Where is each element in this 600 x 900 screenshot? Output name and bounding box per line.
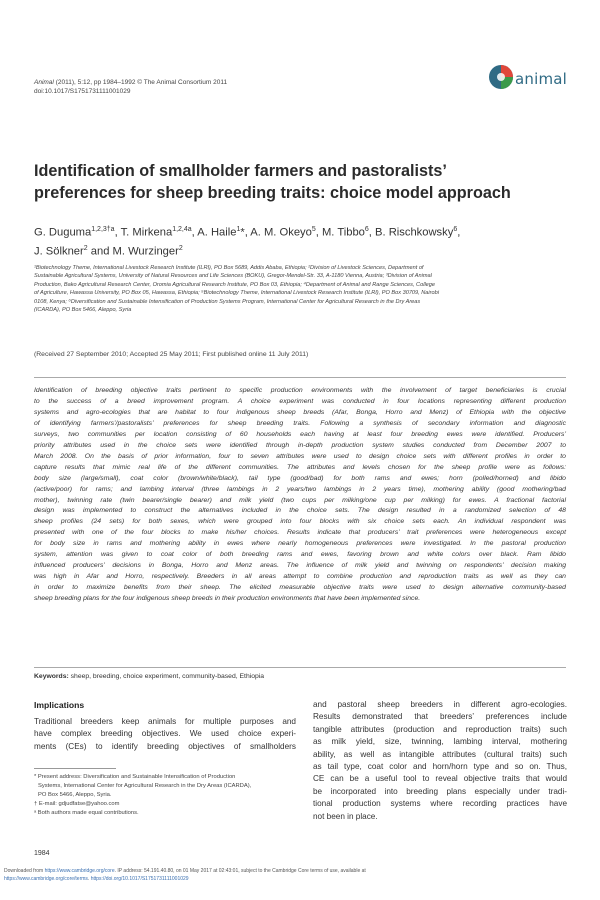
footnote-line: Systems, International Center for Agricultural Research in the Dry Areas (ICARDA), (38, 783, 252, 789)
implications-line: Traditional breeders keep animals for multiple purposes and (34, 717, 296, 726)
keywords-label: Keywords: (34, 673, 69, 680)
author-name: G. Duguma (34, 226, 92, 239)
implications-line: tangible attributes (production and reproduction traits) such (313, 724, 567, 734)
implications-line: not been in place. (313, 811, 378, 821)
author-name: and M. Wurzinger (87, 245, 179, 258)
received-dates: (Received 27 September 2010; Accepted 25 May 2011; First published online 11 July 2011) (34, 351, 309, 358)
abstract-line: priority attributes used in the choice sets were identified through in-depth production system studies conducted from December 2007 to (34, 441, 566, 449)
author-affiliation-marker: 6 (364, 226, 369, 233)
author-name: , M. Tibbo (315, 226, 365, 239)
implications-line: ments (CEs) to identify breeding objectives of smallholders (34, 741, 296, 751)
author-affiliation-marker: 6 (453, 226, 458, 233)
keywords-text: sheep, breeding, choice experiment, community-based, Ethiopia (70, 673, 265, 680)
journal-citation (34, 78, 227, 96)
abstract-line: in order to maximize benefits from their sheep. The elicited measurable objective traits were used to design alternative community-based (34, 584, 566, 592)
footnote-rule (34, 768, 116, 769)
abstract-top-rule (34, 377, 566, 378)
abstract (34, 386, 566, 605)
author-affiliation-marker: 2 (178, 244, 183, 252)
download-text: Downloaded from (4, 868, 45, 874)
keywords (34, 673, 264, 680)
abstract-line: mother), twinning rate (twin bearer/single bearer) and milk yield (two cups per milking/one cup per milking) for ewes. A fractional factorial (34, 496, 566, 504)
affiliation-line: ¹Biotechnology Theme, International Livestock Research Institute (ILRI), PO Box 5689, Addis Ababa, Ethiopia; ²Division of Livestock Sciences, Department of (34, 265, 424, 271)
footnote-line: PO Box 5466, Aleppo, Syria. (38, 792, 112, 798)
journal-logo-icon (488, 64, 514, 90)
abstract-line: was high in Afar and Horro, respectively. Breeders in all areas attempt to combine production and reproduction traits as well as they can (34, 573, 566, 581)
author-affiliation-marker: 1,2,4a (172, 226, 192, 233)
abstract-line: of identifying farmers’/pastoralists’ preferences for sheep breeding traits. Following a synthesis of secondary information and diagnostic (34, 419, 566, 427)
abstract-line: sheep breeding plans for the four indigenous sheep breeds in their production environments that have been implemented since. (34, 595, 421, 603)
implications-line: as milk yield, size, twinning, lambing interval, mothering (313, 737, 567, 747)
abstract-line: system, attention was given to coat color of both breeding rams and ewes, favoring brown and white colors over black. Ram libido (34, 551, 566, 559)
journal-name: Animal (34, 79, 54, 86)
footnote-line: ᵃ Both authors made equal contributions. (34, 810, 139, 816)
abstract-line: body size (large/small), coat color (brown/white/black), tail type (good/bad) for both rams and ewes; horn (polled/horned) and libido (34, 474, 566, 482)
author-affiliation-marker: 1,2,3†a (91, 226, 115, 233)
affiliation-line: (ICARDA), PO Box 5466, Aleppo, Syria (34, 307, 132, 314)
implications-heading: Implications (34, 700, 85, 710)
title-line: Identification of smallholder farmers and pastoralists’ (34, 162, 447, 180)
abstract-line: March 2008. On the basis of prior information, four to seven attributes were used to design choice sets with different profiles in order to (34, 452, 566, 460)
cambridge-core-link[interactable]: https://www.cambridge.org/core (44, 868, 115, 874)
abstract-line: to the success of a breed improvement program. A choice experiment was conducted in four locations representing different production (34, 397, 566, 405)
affiliations (34, 264, 564, 314)
implications-line: be incorporated into breeding plans especially under tradi- (313, 786, 567, 796)
journal-volume-info: (2011), 5:12, pp 1984–1992 © The Animal Consortium 2011 (55, 79, 228, 86)
abstract-line: sheep profiles (24 sets) for both sexes, which were grouped into four blocks with six choice sets each. An individual respondent was (34, 518, 566, 526)
doi: doi:10.1017/S1751731111001029 (34, 88, 131, 95)
affiliation-line: Production, Bako Agricultural Research Center, Oromia Agricultural Research Institute, PO Box 03, Ethiopia; ⁴Department of Animal and Range Sciences, College (34, 281, 436, 288)
footnotes (34, 773, 296, 818)
author-affiliation-marker: 1 (236, 226, 241, 233)
abstract-bottom-rule (34, 667, 566, 668)
abstract-line: influenced producers’ decisions in Bonga, Horro and Menz areas. The influence of milk yield and twinning on respondents’ decision making (34, 562, 566, 570)
footnote-line: * Present address: Diversification and Sustainable Intensification of Production (34, 774, 236, 780)
implications-line: ability, as well as intangible attributes (cultural traits) such (313, 749, 567, 759)
author-name: *, A. M. Okeyo (240, 226, 312, 239)
abstract-line: Identification of breeding objective traits pertinent to specific production environments with the involvement of target beneficiaries is crucial (34, 387, 566, 394)
author-line (34, 241, 574, 260)
author-name: J. Sölkner (34, 245, 84, 258)
doi-link[interactable]: https://doi.org/10.1017/S1751731111001029 (90, 875, 189, 882)
abstract-line: for body size in rams and mothering ability in ewes where nearly homogeneous preferences were investigated. In the pastoral production (34, 540, 566, 548)
author-name: , (457, 226, 461, 239)
implications-line: as tail type, coat color and horn/horn type and so on. Thus, (313, 762, 567, 772)
abstract-line: (active/poor) for rams; and lambing interval (three lambings in 2 years/two lambings in 2 years time), mothering ability (good mothering/bad (34, 485, 566, 493)
implications-line: CE can be a useful tool to reveal objective traits that would (313, 774, 567, 784)
affiliation-line: 0108, Kenya; ⁶Diversification and Sustainable Intensification of Production Systems Program, International Center for Agricultural Research in the Dry Areas (34, 298, 421, 305)
author-affiliation-marker: 5 (311, 226, 316, 233)
affiliation-line: of Agriculture, Hawassa University, PO Box 05, Hawassa, Ethiopia; ⁵Biotechnology Theme, International Livestock Research Institute (ILRI), PO Box 30709, Nairobi (34, 290, 439, 297)
abstract-line: surveys, two communities per location consisting of 60 households each having at least four breeding ewes were identified. Producers’ (34, 430, 566, 438)
implications-right-column (313, 699, 567, 823)
download-text: . IP address: 54.191.40.80, on 01 May 2017 at 02:43:01, subject to the Cambridge Core terms of use, available at (114, 868, 366, 874)
implications-line: and pastoral sheep breeders in different agro-ecologies. (313, 700, 567, 709)
footnote-line: † E-mail: gdjudfatse@yahoo.com (34, 801, 120, 807)
author-name: , B. Rischkowsky (368, 226, 454, 239)
abstract-line: design was implemented to construct the alternatives included in the choice sets. The design resulted in a randomized selection of 48 (34, 507, 566, 515)
author-name: , A. Haile (191, 226, 237, 239)
abstract-line: systems and agro-ecologies that are habitat to four indigenous sheep breeds (Afar, Bonga, Horro and Menz) of Ethiopia with the objective (34, 408, 566, 416)
article-title (34, 160, 564, 204)
implications-line: have complex breeding objectives. We used choice experi- (34, 729, 296, 739)
page-number: 1984 (34, 850, 50, 857)
implications-left-column (34, 716, 296, 753)
author-line (34, 222, 574, 241)
download-text: . (87, 875, 91, 882)
affiliation-line: Sustainable Agricultural Systems, University of Natural Resources and Life Sciences (BOKU), Gregor-Mendel-Str. 33, A-1180 Vienna, Austria; ³Division of Animal (34, 273, 432, 280)
implications-line: Results demonstrated that breeders’ preferences include (313, 712, 567, 722)
author-list (34, 222, 574, 259)
download-notice (4, 868, 596, 883)
journal-logo-text: animal (515, 70, 568, 88)
title-line: preferences for sheep breeding traits: choice model approach (34, 184, 511, 202)
abstract-line: presented with one of the four blocks to make his/her choices. Results indicate that producers’ trait preferences were heterogeneous except (34, 529, 566, 537)
abstract-line: capture results that mimic real life of the different communities. The attributes and levels chosen for the sheep profile were as follows: (34, 463, 566, 471)
author-affiliation-marker: 2 (83, 244, 88, 252)
author-name: , T. Mirkena (114, 226, 173, 239)
implications-line: tional production systems where recording practices have (313, 799, 567, 809)
terms-link[interactable]: https://www.cambridge.org/core/terms (4, 875, 88, 882)
